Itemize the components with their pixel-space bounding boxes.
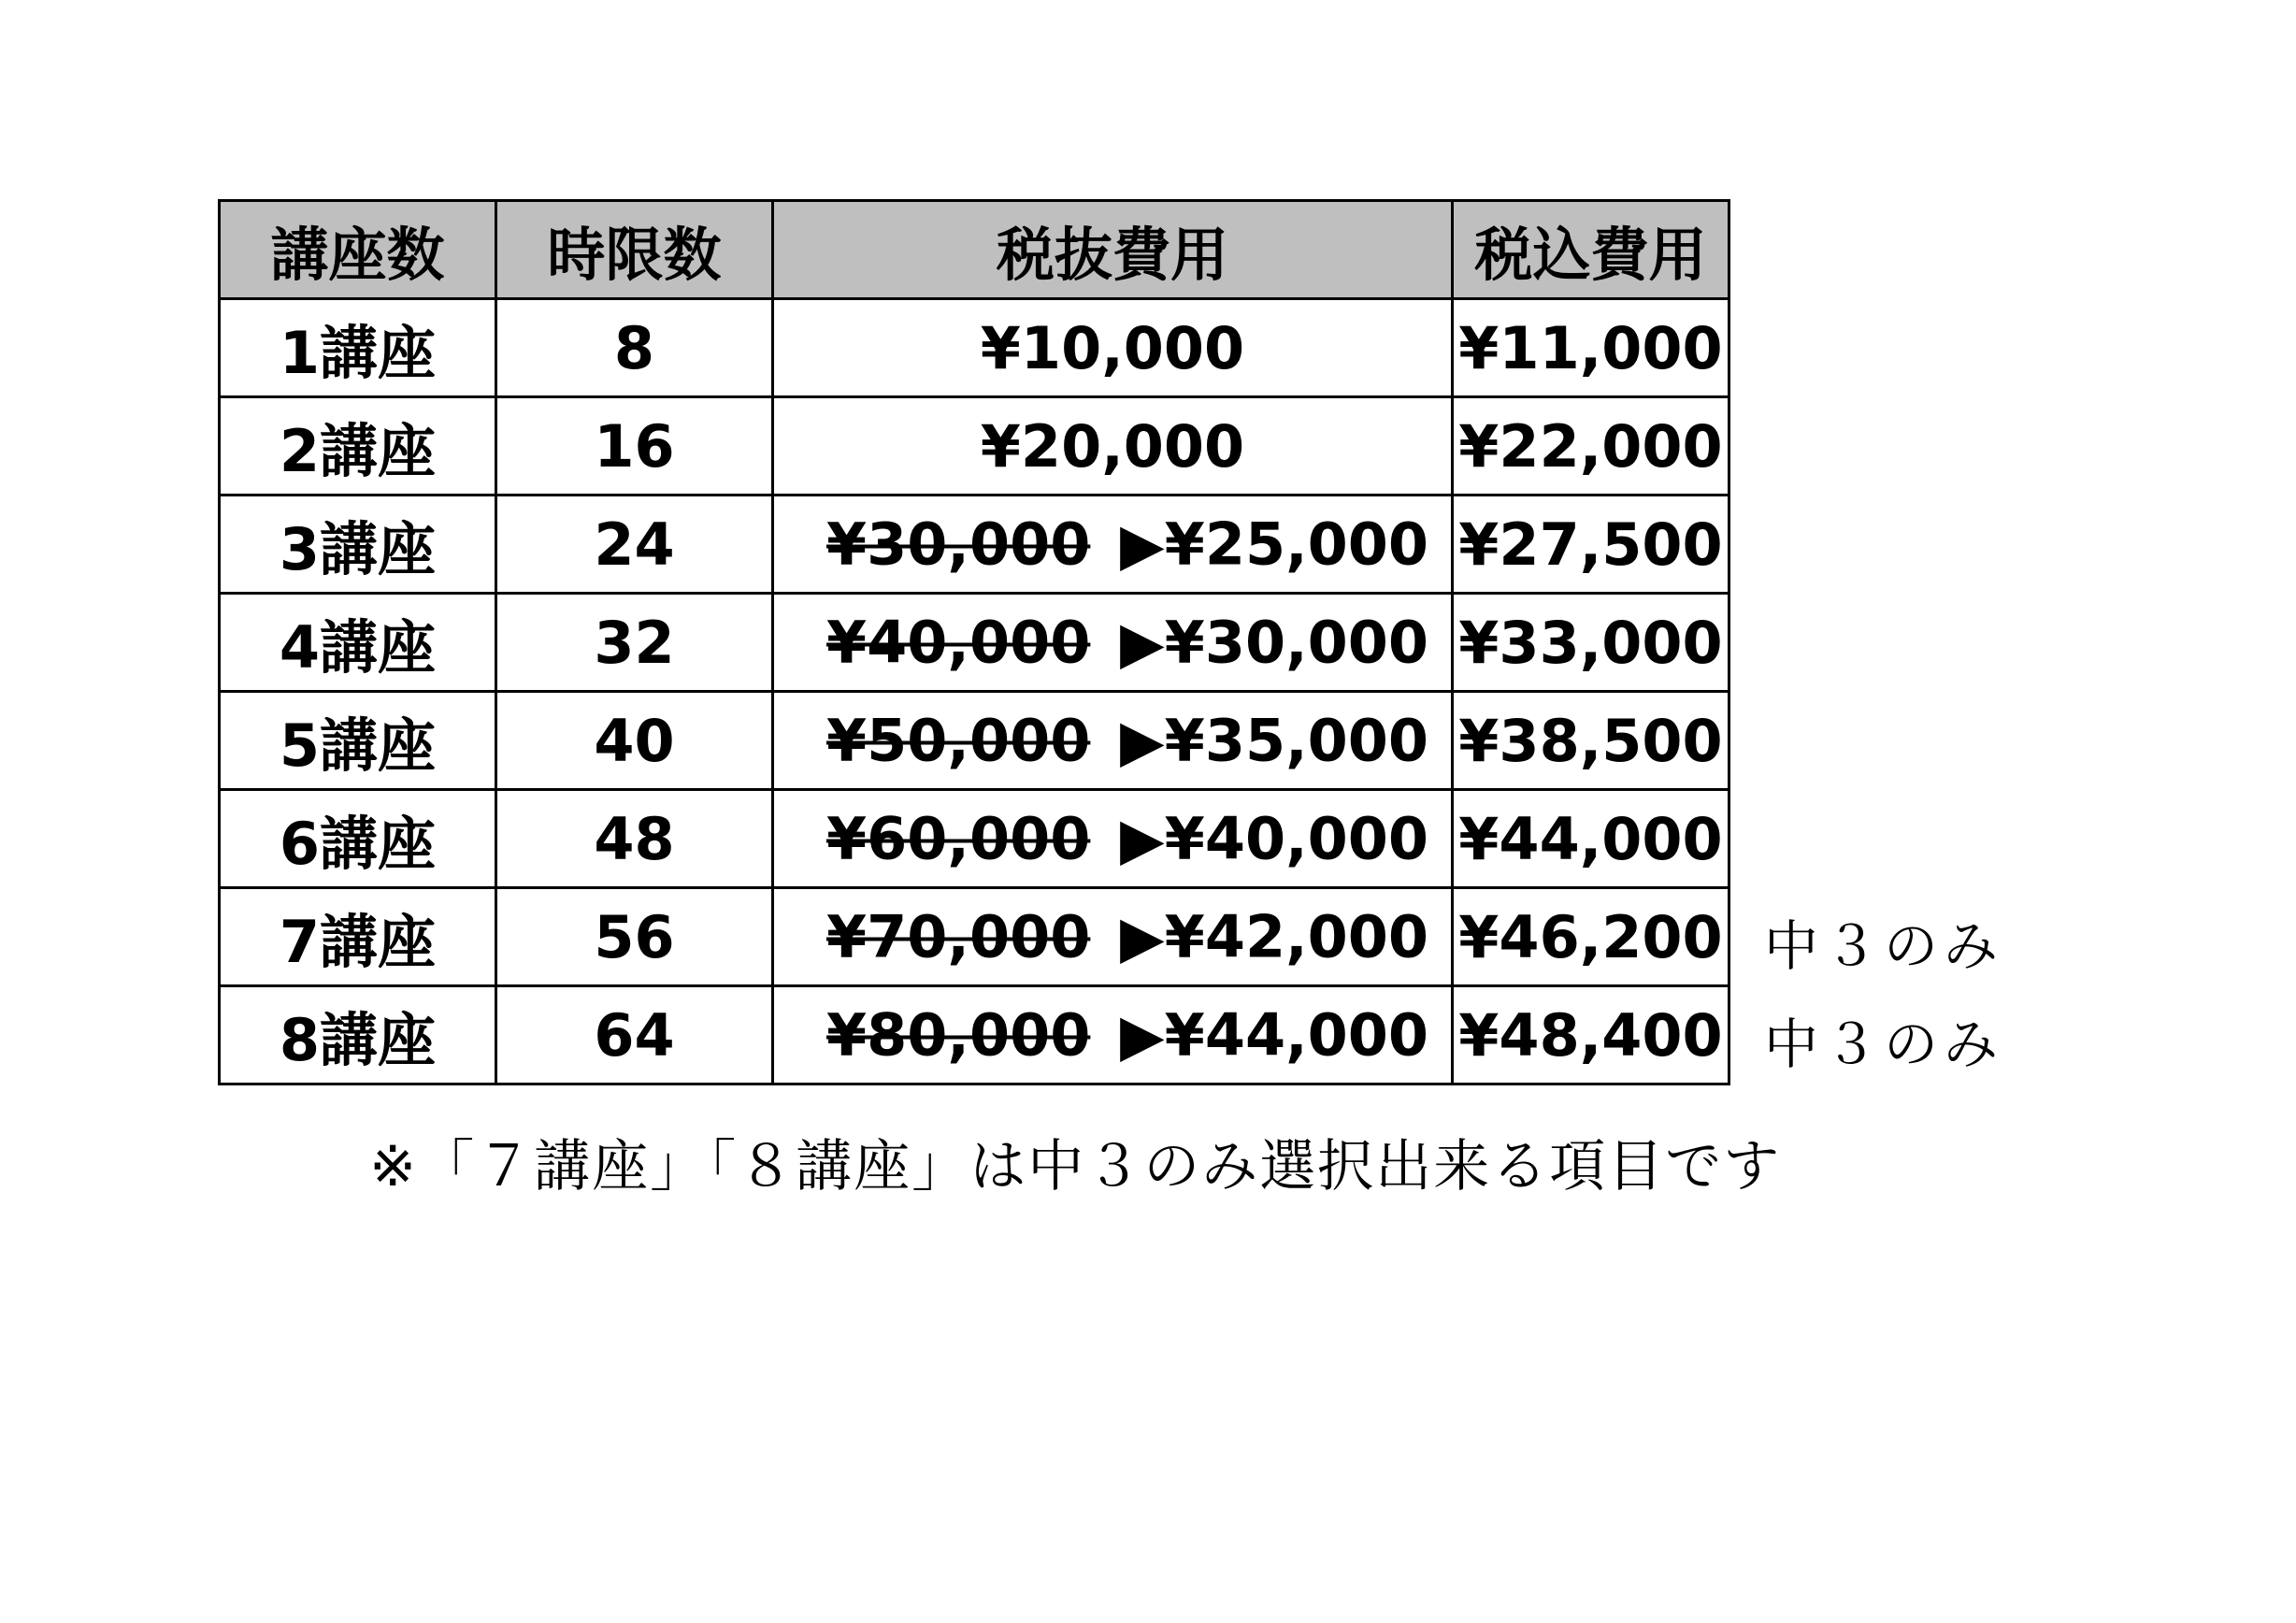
cell-courses: 6講座 [220,790,496,888]
cell-courses: 4講座 [220,594,496,692]
cell-courses: 3講座 [220,496,496,594]
cell-taxin-price: ¥46,200 [1453,888,1729,986]
table-row [220,397,1729,496]
discounted-price: ▶¥40,000 [1120,804,1429,873]
price-table [218,199,1730,1085]
cell-taxin-price: ¥11,000 [1453,299,1729,397]
cell-periods: 64 [496,986,773,1084]
cell-courses: 5講座 [220,692,496,790]
cell-pretax-price [773,594,1453,692]
old-price-struck: ¥50,000 [826,706,1091,775]
cell-taxin-price: ¥38,500 [1453,692,1729,790]
pretax-price: ¥10,000 [980,313,1245,382]
cell-periods: 32 [496,594,773,692]
cell-pretax-price [773,986,1453,1084]
old-price-struck: ¥80,000 [826,1000,1091,1070]
cell-courses: 1講座 [220,299,496,397]
cell-taxin-price: ¥22,000 [1453,397,1729,496]
cell-taxin-price: ¥48,400 [1453,986,1729,1084]
cell-pretax-price [773,888,1453,986]
old-price-struck: ¥40,000 [826,608,1091,677]
cell-periods: 40 [496,692,773,790]
discounted-price: ▶¥30,000 [1120,608,1429,677]
cell-periods: 16 [496,397,773,496]
table-row [220,888,1729,986]
old-price-struck: ¥70,000 [826,902,1091,971]
cell-periods: 24 [496,496,773,594]
cell-periods: 8 [496,299,773,397]
header-courses: 講座数 [220,201,496,299]
table-row [220,594,1729,692]
table-header-row [220,201,1729,299]
old-price-struck: ¥30,000 [826,510,1091,579]
table-row [220,790,1729,888]
cell-periods: 56 [496,888,773,986]
cell-taxin-price: ¥33,000 [1453,594,1729,692]
table-row [220,692,1729,790]
header-pretax-price: 税抜費用 [773,201,1453,299]
cell-courses: 7講座 [220,888,496,986]
table-row [220,986,1729,1084]
header-taxin-price: 税込費用 [1453,201,1729,299]
cell-pretax-price [773,496,1453,594]
cell-pretax-price [773,299,1453,397]
cell-pretax-price [773,790,1453,888]
cell-courses: 2講座 [220,397,496,496]
cell-taxin-price: ¥27,500 [1453,496,1729,594]
cell-pretax-price [773,692,1453,790]
row-side-note: 中３のみ [1764,914,2004,978]
cell-pretax-price [773,397,1453,496]
discounted-price: ▶¥35,000 [1120,706,1429,775]
discounted-price: ▶¥44,000 [1120,1000,1429,1070]
table-row [220,299,1729,397]
cell-periods: 48 [496,790,773,888]
old-price-struck: ¥60,000 [826,804,1091,873]
row-side-note: 中３のみ [1764,1013,2004,1076]
cell-courses: 8講座 [220,986,496,1084]
discounted-price: ▶¥42,000 [1120,902,1429,971]
table-row [220,496,1729,594]
cell-taxin-price: ¥44,000 [1453,790,1729,888]
pretax-price: ¥20,000 [980,411,1245,481]
header-periods: 時限数 [496,201,773,299]
discounted-price: ▶¥25,000 [1120,510,1429,579]
footnote: ※「７講座」「８講座」は中３のみ選択出来る項目です [369,1134,1782,1199]
